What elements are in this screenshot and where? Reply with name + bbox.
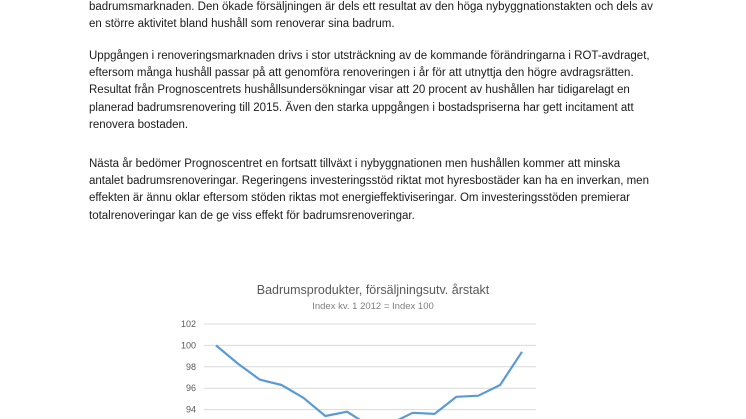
paragraph-1 [89, 0, 689, 33]
gridlines [204, 324, 536, 410]
text-line: effekten är ännu oklar eftersom stöden riktas mot energieffektiviseringar. Om investeringsstöden premierar [89, 192, 630, 205]
series-line-badrumsprodukter [216, 345, 522, 419]
y-tick-label: 96 [185, 383, 196, 394]
text-line: eftersom många hushåll passar på att genomföra renoveringen i år för att utnyttja den högre avdragsrätten. [89, 67, 634, 80]
y-tick-label: 100 [180, 340, 196, 351]
text-line: antalet badrumsrenoveringar. Regeringens investeringsstöd riktat mot hyresbostäder kan ha en inverkan, men [89, 175, 649, 188]
sales-line-chart [0, 270, 746, 419]
y-tick-label: 94 [185, 404, 196, 415]
text-line: Resultat från Prognoscentrets hushållsundersökningar visar att 20 procent av hushållen har tidigarelagt en [89, 84, 630, 97]
paragraph-2 [89, 48, 689, 134]
text-line: Uppgången i renoveringsmarknaden drivs i stor utsträckning av de kommande förändringarna i ROT-avdraget, [89, 50, 650, 62]
text-line: planerad badrumsrenovering till 2015. Även den starka uppgången i bostadspriserna har gett incitament att [89, 101, 634, 114]
text-line: badrumsmarknaden. Den ökade försäljningen är dels ett resultat av den höga nybyggnationstakten och dels av [89, 1, 653, 13]
y-axis-ticks [181, 319, 196, 415]
chart-title: Badrumsprodukter, försäljningsutv. årstakt [256, 283, 490, 297]
y-tick-label: 98 [185, 361, 196, 372]
series-group [216, 345, 522, 419]
chart-subtitle: Index kv. 1 2012 = Index 100 [312, 301, 434, 312]
paragraph-3 [89, 156, 689, 225]
text-line: Nästa år bedömer Prognoscentret en fortsatt tillväxt i nybyggnationen men hushållen kommer att minska [89, 158, 621, 170]
text-line: renovera bostaden. [89, 118, 189, 131]
text-line: totalrenoveringar kan de ge viss effekt för badrumsrenoveringar. [89, 209, 415, 222]
text-line: en större aktivitet bland hushåll som renoverar sina badrum. [89, 18, 395, 31]
y-tick-label: 102 [180, 319, 196, 329]
